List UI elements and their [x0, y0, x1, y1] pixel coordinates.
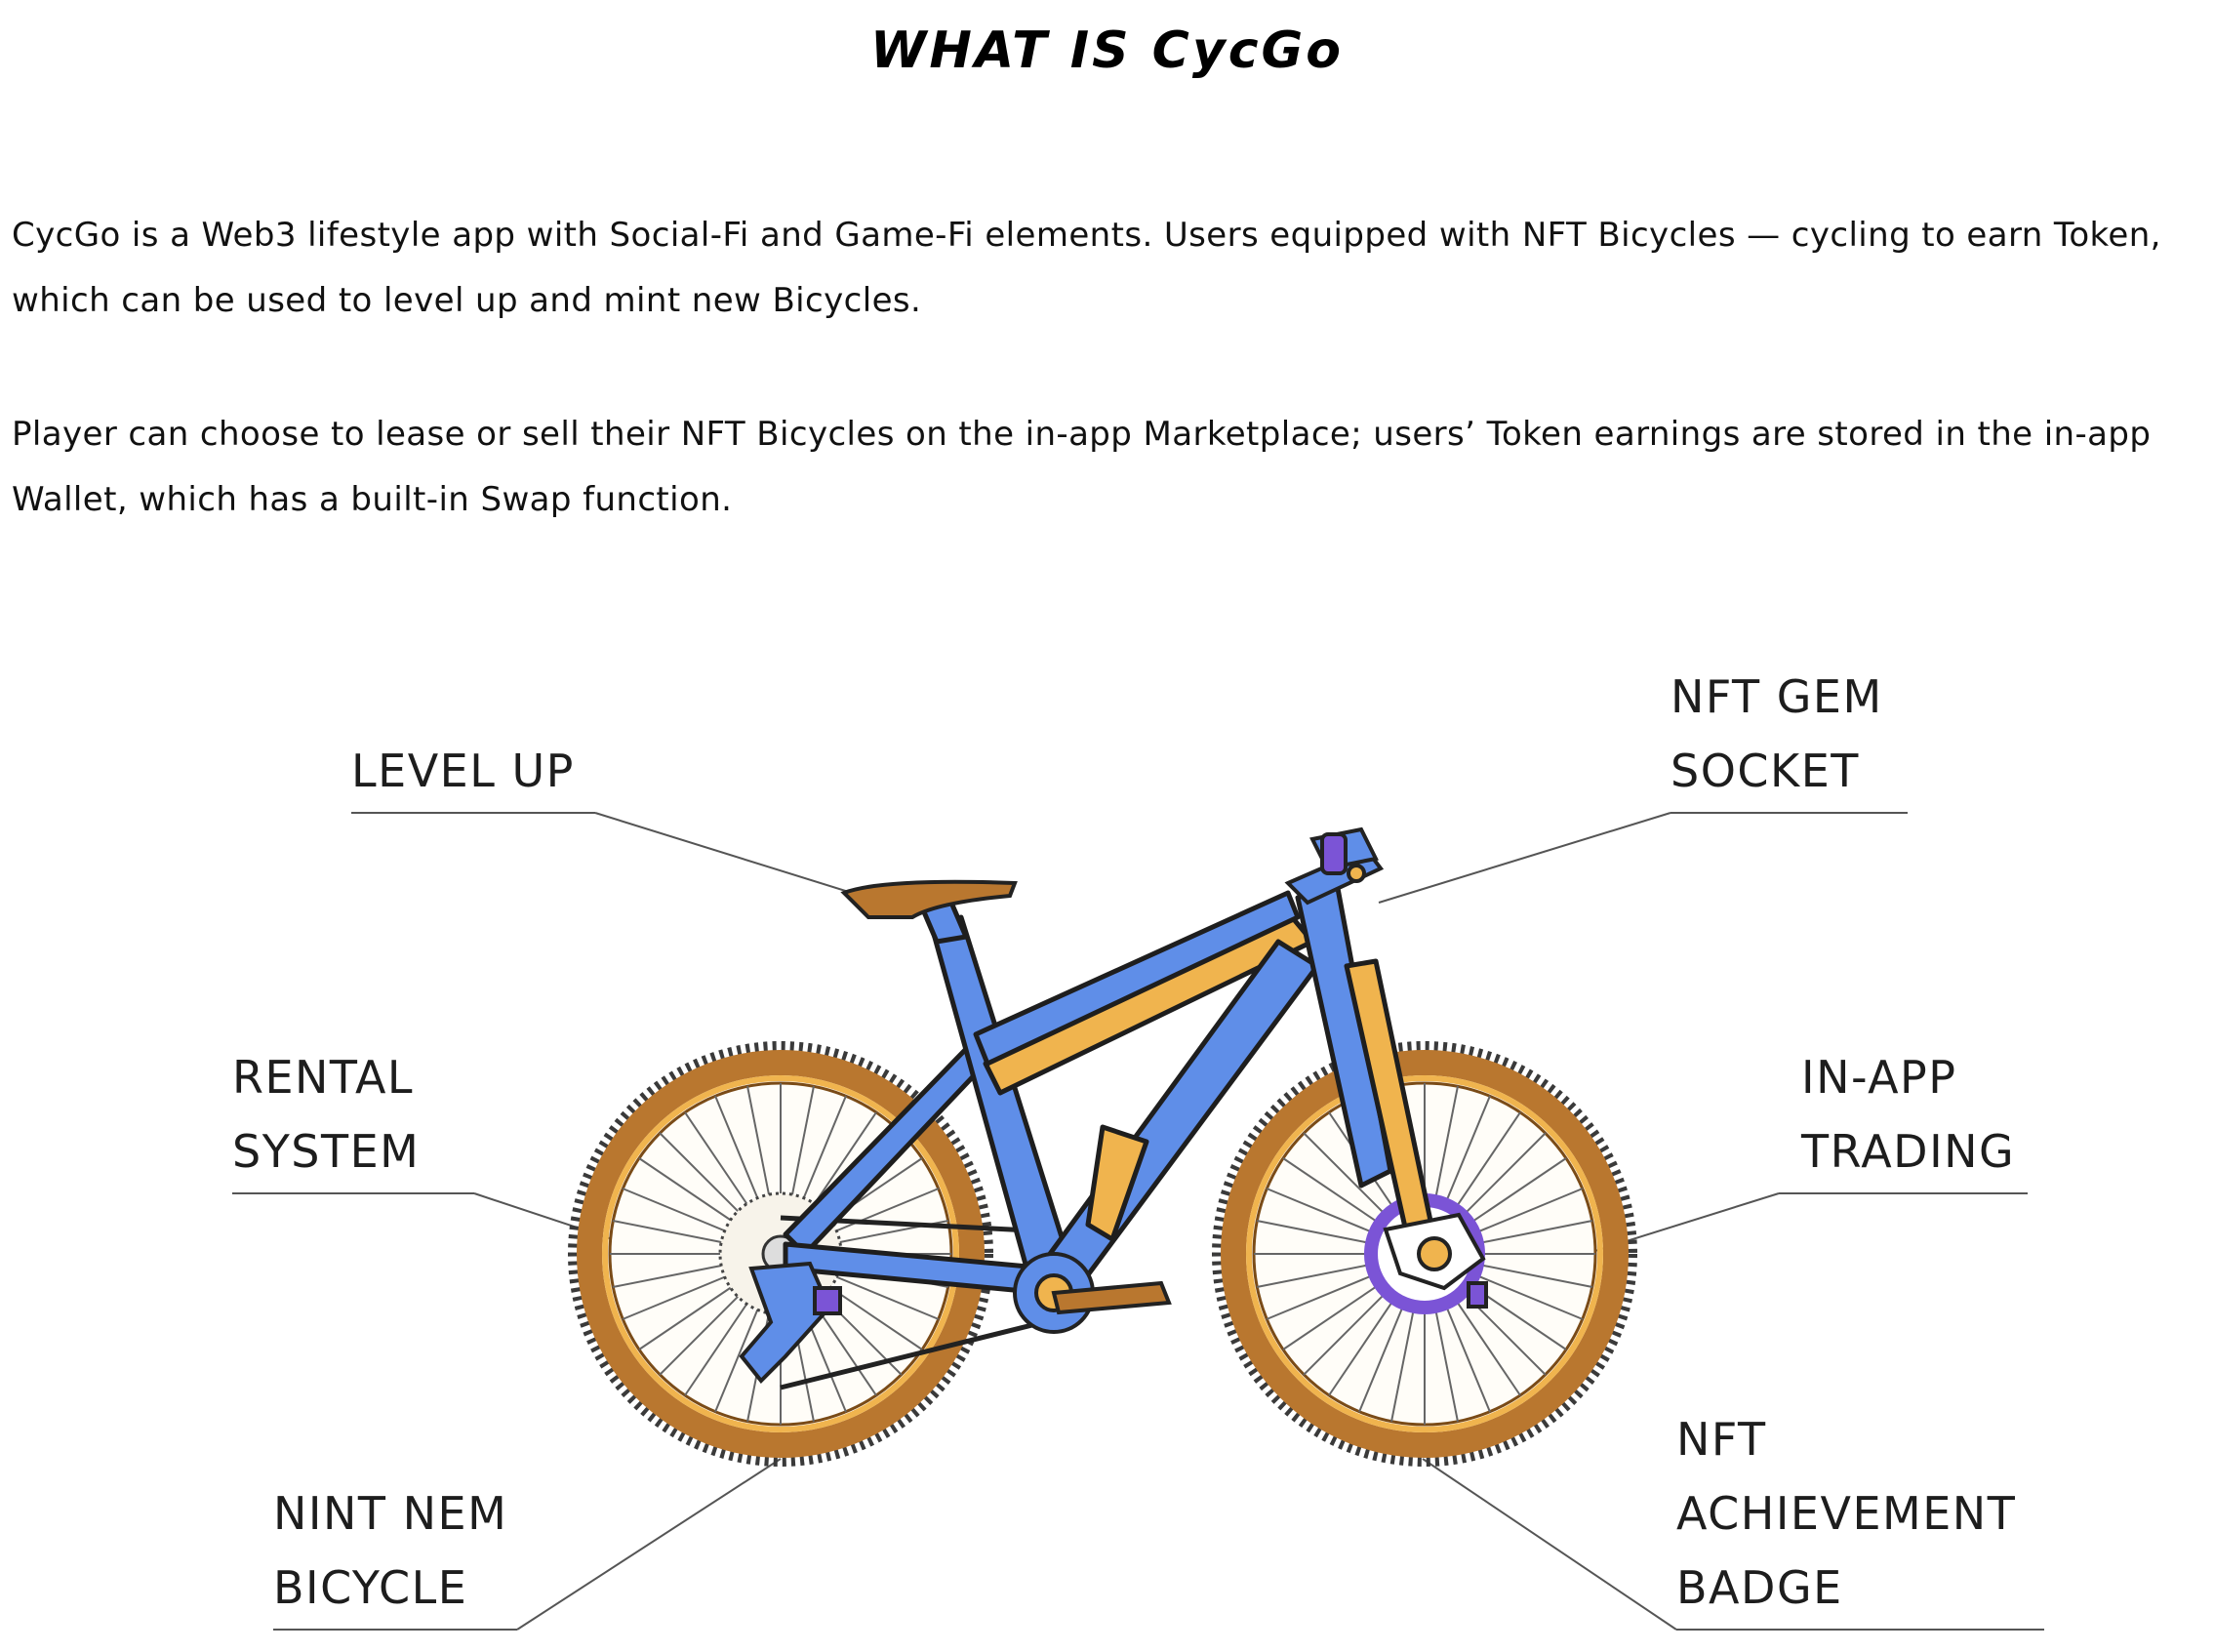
callout-in-app-trading [1801, 1040, 2015, 1189]
intro-paragraph: CycGo is a Web3 lifestyle app with Social-Fi and Game-Fi elements. Users equipped with NFT Bicycles — cycling to earn Token, which can be used to level up and mint new Bicycles. [12, 216, 2161, 320]
callout-rental-system-line2: SYSTEM [232, 1125, 421, 1178]
callout-level-up [351, 734, 575, 808]
callout-rental-system [232, 1040, 420, 1189]
callout-in-app-trading-line2: TRADING [1801, 1125, 2016, 1178]
level-up-line [351, 813, 883, 903]
callout-nft-achievement-badge-line1: NFT [1676, 1413, 1767, 1466]
handlebar [1288, 829, 1381, 903]
marketplace-paragraph: Player can choose to lease or sell their NFT Bicycles on the in-app Marketplace; users’ Token earnings are stored in the in-app Wallet, which has a built-in Swap function. [12, 415, 2152, 519]
callout-nft-gem-socket-line2: SOCKET [1671, 745, 1860, 797]
callout-nft-gem-socket-line1: NFT GEM [1671, 670, 1883, 723]
callout-nint-nem-bicycle-line1: NINT NEM [273, 1487, 508, 1540]
callout-nft-gem-socket [1671, 660, 1883, 808]
callout-level-up-line1: LEVEL UP [351, 745, 575, 797]
page-title: WHAT IS CycGo [870, 21, 1344, 80]
callout-nft-achievement-badge-line2: ACHIEVEMENT [1676, 1487, 2017, 1540]
callout-in-app-trading-line1: IN-APP [1801, 1051, 1957, 1104]
callout-nft-achievement-badge-line3: BADGE [1676, 1561, 1843, 1614]
callout-nint-nem-bicycle-line2: BICYCLE [273, 1561, 468, 1614]
nft-gem-socket-line [1379, 813, 1908, 903]
callout-rental-system-line1: RENTAL [232, 1051, 415, 1104]
callout-nft-achievement-badge [1676, 1402, 2016, 1625]
callout-nint-nem-bicycle [273, 1476, 507, 1625]
